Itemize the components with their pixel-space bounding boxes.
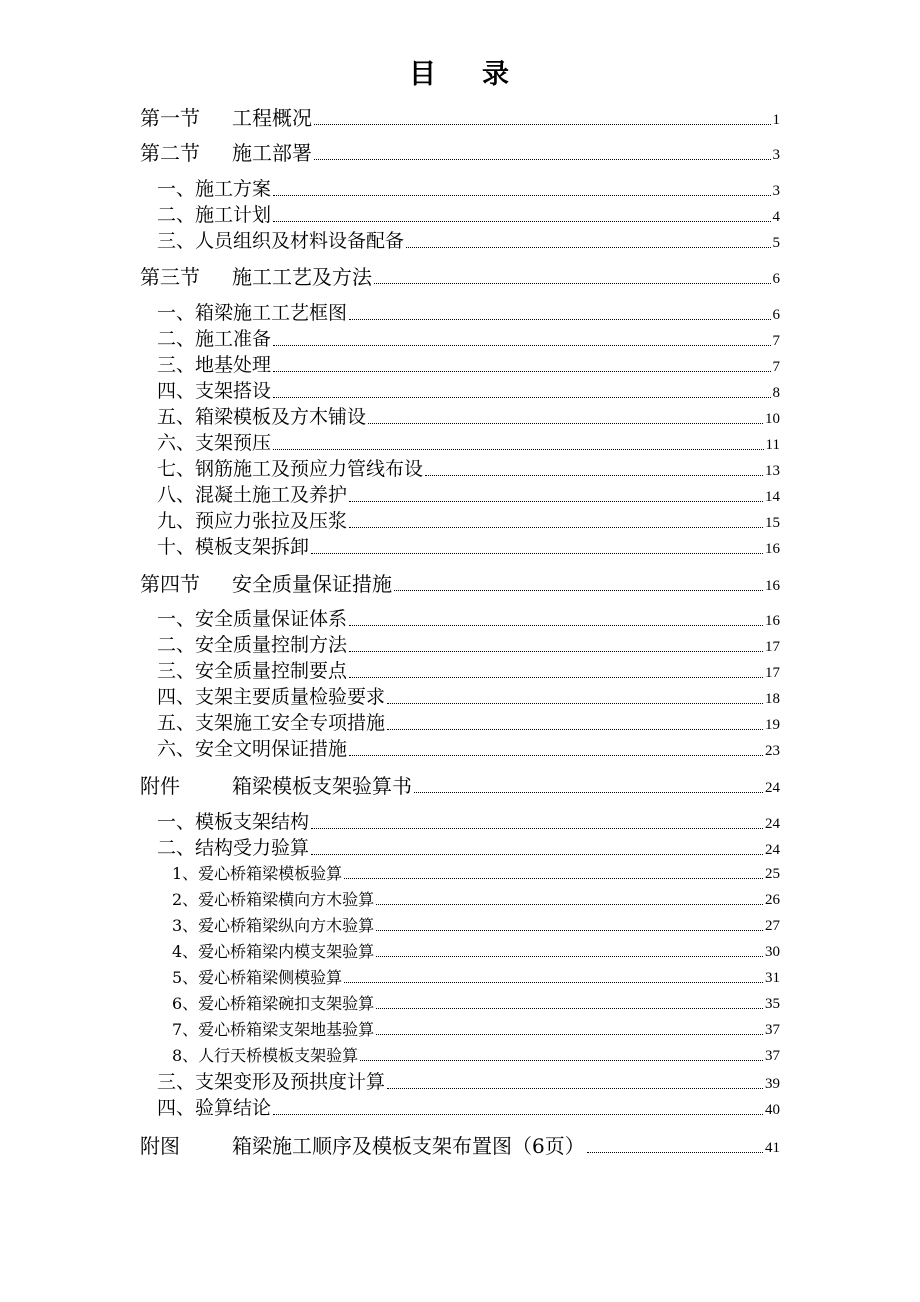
toc-page-number: 23 xyxy=(765,743,780,759)
toc-page-number: 39 xyxy=(765,1076,780,1092)
toc-entry[interactable] xyxy=(157,636,780,655)
toc-entry-number: 第二节 xyxy=(140,141,200,165)
toc-entry-section-1[interactable] xyxy=(140,108,780,128)
dot-leader xyxy=(376,955,763,957)
toc-entry-title: 施工工艺及方法 xyxy=(232,265,372,289)
toc-entry-title: 三、安全质量控制要点 xyxy=(157,660,348,682)
toc-entry-title: 一、箱梁施工工艺框图 xyxy=(157,302,348,324)
dot-leader xyxy=(406,246,770,248)
toc-page-number: 16 xyxy=(765,613,780,629)
toc-entry[interactable] xyxy=(157,180,780,199)
toc-entry-number: 第一节 xyxy=(140,106,200,130)
toc-entry-title: 七、钢筋施工及预应力管线布设 xyxy=(157,458,424,480)
toc-page-number: 13 xyxy=(765,463,780,479)
toc-entry-title: 一、模板支架结构 xyxy=(157,811,310,833)
dot-leader xyxy=(414,791,763,793)
toc-entry-title: 五、箱梁模板及方木铺设 xyxy=(157,406,367,428)
dot-leader xyxy=(273,396,770,398)
toc-page-number: 24 xyxy=(765,816,780,832)
toc-entry[interactable] xyxy=(157,330,780,349)
toc-page-number: 26 xyxy=(765,892,780,908)
toc-entry[interactable] xyxy=(157,538,780,557)
toc-page-number: 3 xyxy=(772,147,780,163)
toc-entry-title: 五、支架施工安全专项措施 xyxy=(157,712,386,734)
toc-entry-title: 一、施工方案 xyxy=(157,178,272,200)
dot-leader xyxy=(344,877,763,879)
toc-page-number: 4 xyxy=(772,209,780,225)
toc-entry-title: 6、爱心桥箱梁碗扣支架验算 xyxy=(172,994,375,1013)
dot-leader xyxy=(387,728,763,730)
toc-entry[interactable] xyxy=(172,866,780,882)
dot-leader xyxy=(273,194,770,196)
toc-page-number: 25 xyxy=(765,866,780,882)
dot-leader xyxy=(425,474,763,476)
toc-entry-title: 箱梁施工顺序及模板支架布置图（6页） xyxy=(232,1134,585,1158)
dot-leader xyxy=(349,500,763,502)
dot-leader xyxy=(376,1033,763,1035)
toc-page-number: 16 xyxy=(765,578,780,594)
toc-entry[interactable] xyxy=(157,486,780,505)
toc-entry[interactable] xyxy=(157,232,780,251)
toc-entry-title: 八、混凝土施工及养护 xyxy=(157,484,348,506)
toc-entry-title: 2、爱心桥箱梁横向方木验算 xyxy=(172,890,375,909)
dot-leader xyxy=(376,929,763,931)
dot-leader xyxy=(311,853,763,855)
toc-entry-title: 4、爱心桥箱梁内模支架验算 xyxy=(172,942,375,961)
toc-page-number: 17 xyxy=(765,639,780,655)
toc-page-number: 11 xyxy=(765,437,780,453)
toc-page-number: 8 xyxy=(772,385,780,401)
toc-page-number: 31 xyxy=(765,970,780,986)
toc-entry[interactable] xyxy=(157,460,780,479)
toc-entry[interactable] xyxy=(172,970,780,986)
toc-page-number: 10 xyxy=(765,411,780,427)
toc-entry-title: 8、人行天桥模板支架验算 xyxy=(172,1046,359,1065)
toc-entry-title: 施工部署 xyxy=(232,141,312,165)
toc-entry-title: 三、地基处理 xyxy=(157,354,272,376)
toc-entry-title: 一、安全质量保证体系 xyxy=(157,608,348,630)
toc-page-number: 19 xyxy=(765,717,780,733)
toc-entry[interactable] xyxy=(157,662,780,681)
toc-page-number: 24 xyxy=(765,842,780,858)
toc-page-number: 6 xyxy=(772,271,780,287)
toc-entry[interactable] xyxy=(157,356,780,375)
toc-entry-title: 二、安全质量控制方法 xyxy=(157,634,348,656)
dot-leader xyxy=(273,220,770,222)
toc-page-number: 40 xyxy=(765,1102,780,1118)
dot-leader xyxy=(273,344,770,346)
toc-entry[interactable] xyxy=(157,610,780,629)
toc-entry-title: 九、预应力张拉及压浆 xyxy=(157,510,348,532)
dot-leader xyxy=(273,1113,763,1115)
toc-page-number: 1 xyxy=(772,112,780,128)
dot-leader xyxy=(349,624,763,626)
toc-entry[interactable] xyxy=(172,1022,780,1038)
toc-entry[interactable] xyxy=(157,304,780,323)
toc-entry[interactable] xyxy=(172,892,780,908)
toc-page-number: 37 xyxy=(765,1022,780,1038)
dot-leader xyxy=(349,526,763,528)
dot-leader xyxy=(349,676,763,678)
page-title xyxy=(0,52,920,91)
toc-entry[interactable] xyxy=(157,714,780,733)
toc-entry-title: 1、爱心桥箱梁模板验算 xyxy=(172,864,343,883)
toc-page-number: 18 xyxy=(765,691,780,707)
toc-entry-title: 三、支架变形及预拱度计算 xyxy=(157,1071,386,1093)
dot-leader xyxy=(387,1087,763,1089)
toc-entry-title: 十、模板支架拆卸 xyxy=(157,536,310,558)
dot-leader xyxy=(349,318,770,320)
toc-page-number: 7 xyxy=(772,359,780,375)
toc-entry[interactable] xyxy=(157,408,780,427)
dot-leader xyxy=(360,1059,763,1061)
toc-entry-title: 箱梁模板支架验算书 xyxy=(232,774,412,798)
toc-page-number: 30 xyxy=(765,944,780,960)
toc-page-number: 24 xyxy=(765,780,780,796)
toc-page-number: 37 xyxy=(765,1048,780,1064)
toc-page-number: 6 xyxy=(772,307,780,323)
toc-entry[interactable] xyxy=(157,740,780,759)
dot-leader xyxy=(273,448,764,450)
toc-entry-section-2[interactable] xyxy=(140,143,780,163)
toc-entry[interactable] xyxy=(157,839,780,858)
toc-entry[interactable] xyxy=(172,944,780,960)
toc-entry-number: 第三节 xyxy=(140,265,200,289)
toc-page-number: 35 xyxy=(765,996,780,1012)
toc-page-number: 17 xyxy=(765,665,780,681)
dot-leader xyxy=(587,1151,763,1153)
toc-entry-title: 二、施工准备 xyxy=(157,328,272,350)
toc-entry[interactable] xyxy=(157,434,780,453)
toc-entry[interactable] xyxy=(172,1048,780,1064)
dot-leader xyxy=(311,827,763,829)
toc-entry-title: 四、支架搭设 xyxy=(157,380,272,402)
dot-leader xyxy=(376,1007,763,1009)
dot-leader xyxy=(311,552,763,554)
toc-entry-title: 工程概况 xyxy=(232,106,312,130)
toc-entry-number: 附件 xyxy=(140,774,180,798)
dot-leader xyxy=(349,754,763,756)
dot-leader xyxy=(394,589,763,591)
toc-entry-section-3[interactable] xyxy=(140,267,780,287)
toc-entry[interactable] xyxy=(157,1073,780,1092)
toc-entry[interactable] xyxy=(157,1099,780,1118)
dot-leader xyxy=(314,158,771,160)
toc-page-number: 41 xyxy=(765,1140,780,1156)
toc-entry-section-4[interactable] xyxy=(140,574,780,594)
dot-leader xyxy=(273,370,770,372)
dot-leader xyxy=(374,282,771,284)
dot-leader xyxy=(344,981,763,983)
dot-leader xyxy=(349,650,763,652)
toc-entry-title: 六、安全文明保证措施 xyxy=(157,738,348,760)
toc-page-number: 3 xyxy=(772,183,780,199)
toc-page-number: 14 xyxy=(765,489,780,505)
title-char-2: 录 xyxy=(482,59,511,90)
title-char-1: 目 xyxy=(409,59,438,90)
toc-entry[interactable] xyxy=(157,382,780,401)
toc-entry-figures[interactable] xyxy=(140,1136,780,1156)
toc-page-number: 5 xyxy=(772,235,780,251)
toc-entry-title: 二、施工计划 xyxy=(157,204,272,226)
toc-entry-title: 7、爱心桥箱梁支架地基验算 xyxy=(172,1020,375,1039)
toc-entry-title: 5、爱心桥箱梁侧模验算 xyxy=(172,968,343,987)
toc-entry-number: 附图 xyxy=(140,1134,180,1158)
dot-leader xyxy=(376,903,763,905)
toc-entry-title: 四、验算结论 xyxy=(157,1097,272,1119)
toc-page-number: 15 xyxy=(765,515,780,531)
toc-entry-appendix[interactable] xyxy=(140,776,780,796)
toc-entry-title: 3、爱心桥箱梁纵向方木验算 xyxy=(172,916,375,935)
toc-page-number: 27 xyxy=(765,918,780,934)
toc-entry[interactable] xyxy=(157,688,780,707)
toc-entry-number: 第四节 xyxy=(140,572,200,596)
toc-page-number: 7 xyxy=(772,333,780,349)
toc-entry-title: 四、支架主要质量检验要求 xyxy=(157,686,386,708)
toc-entry[interactable] xyxy=(172,996,780,1012)
toc-entry-title: 六、支架预压 xyxy=(157,432,272,454)
toc-entry[interactable] xyxy=(157,813,780,832)
toc-entry[interactable] xyxy=(172,918,780,934)
toc-entry[interactable] xyxy=(157,206,780,225)
toc-page-number: 16 xyxy=(765,541,780,557)
toc-entry-title: 安全质量保证措施 xyxy=(232,572,392,596)
dot-leader xyxy=(314,123,771,125)
toc-entry-title: 二、结构受力验算 xyxy=(157,837,310,859)
dot-leader xyxy=(368,422,763,424)
dot-leader xyxy=(387,702,763,704)
toc-entry-title: 三、人员组织及材料设备配备 xyxy=(157,230,405,252)
toc-entry[interactable] xyxy=(157,512,780,531)
